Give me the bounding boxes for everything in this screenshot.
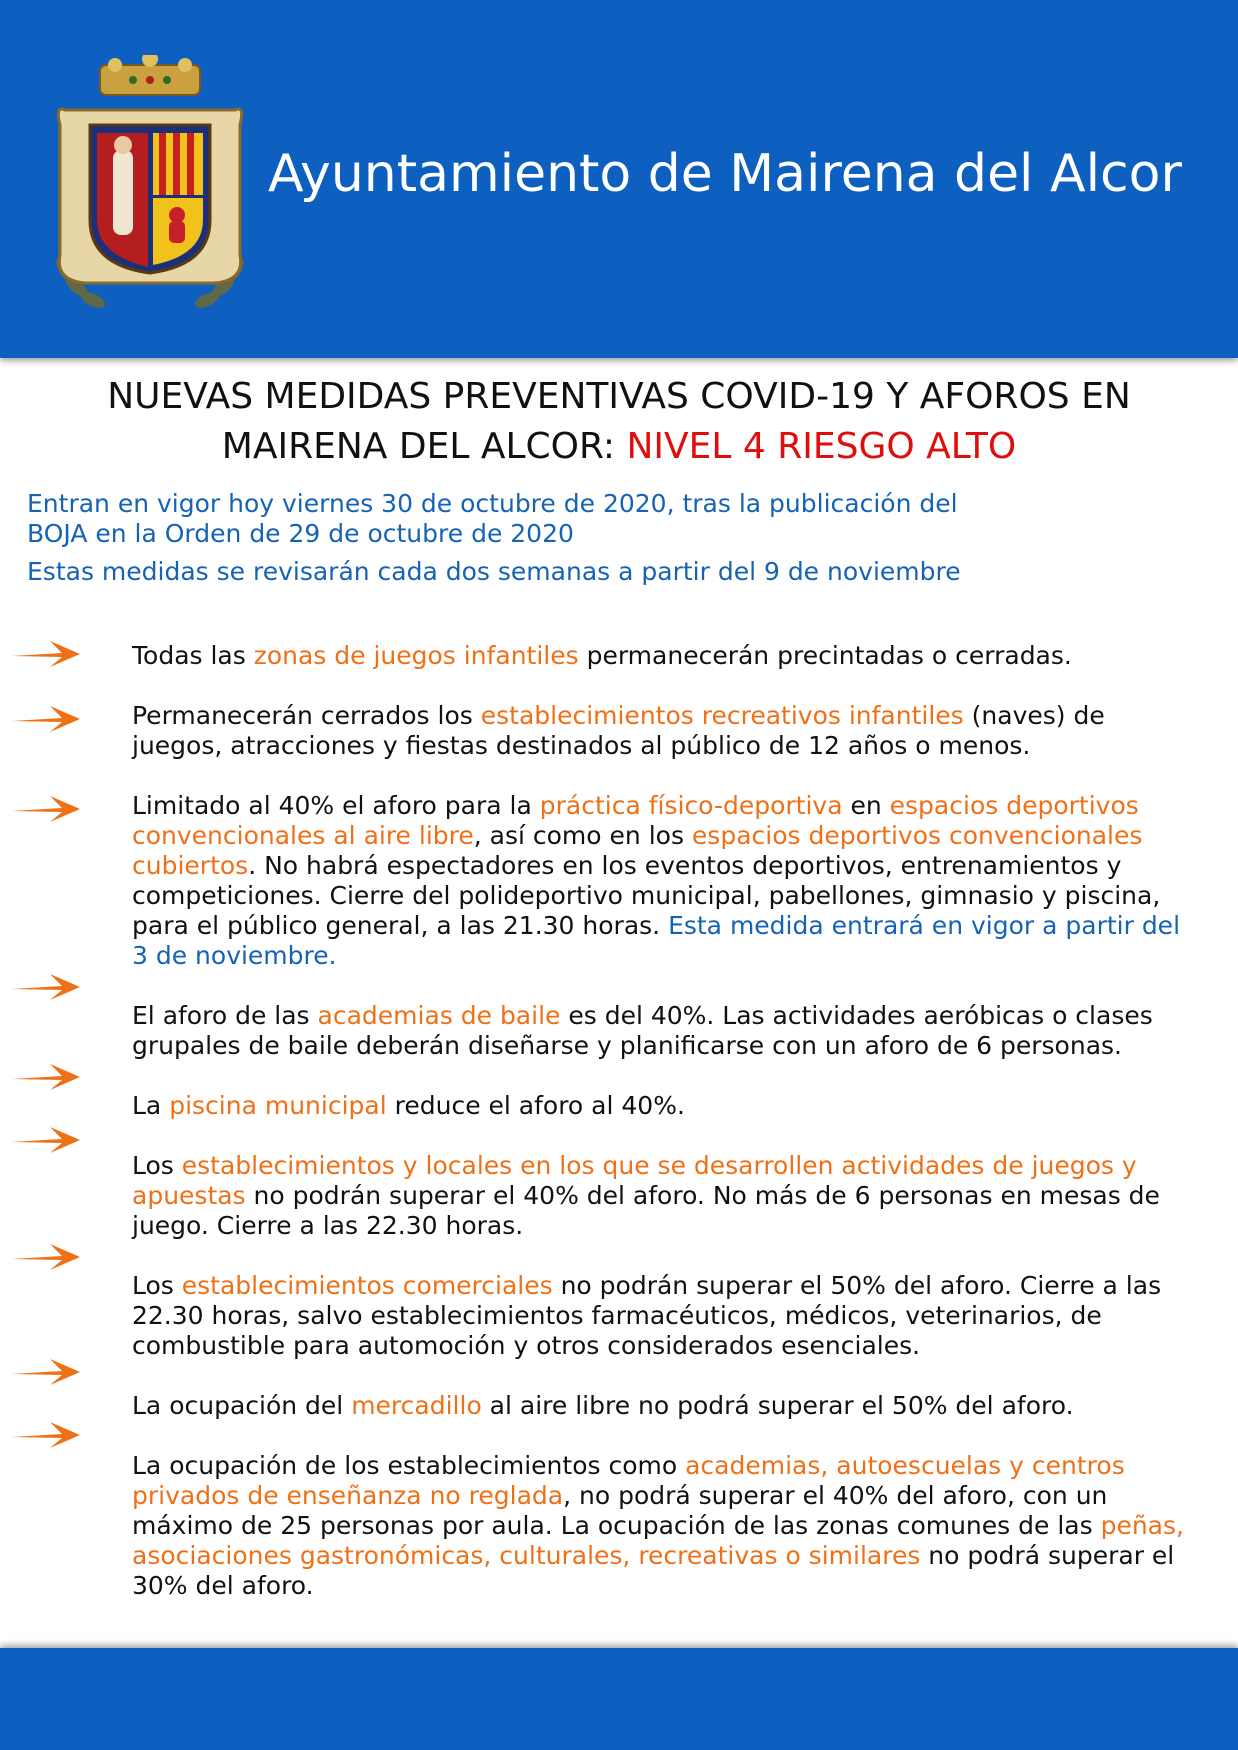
intro-line-1: Entran en vigor hoy viernes 30 de octubre de 2020, tras la publicación del — [27, 489, 958, 518]
measure-text: La ocupación de los establecimientos como — [132, 1451, 686, 1480]
risk-level-label: NIVEL 4 RIESGO ALTO — [626, 426, 1017, 467]
intro-line-3: Estas medidas se revisarán cada dos semanas a partir del 9 de noviembre — [27, 557, 961, 586]
measure-item — [132, 641, 1192, 671]
highlighted-text: práctica físico-deportiva — [539, 791, 843, 820]
intro-line-2: BOJA en la Orden de 29 de octubre de 2020 — [27, 519, 574, 548]
measure-item — [132, 1091, 1192, 1121]
highlighted-text: establecimientos y locales en los que se desarrollen actividades de juegos y apuestas — [132, 1151, 1137, 1210]
highlighted-text: establecimientos comerciales — [181, 1271, 553, 1300]
orange-arrow-icon — [10, 792, 82, 826]
measure-text: en — [842, 791, 890, 820]
orange-arrow-icon — [10, 1418, 82, 1452]
note-text: Esta medida entrará en vigor a partir del 3 de noviembre. — [132, 911, 1181, 970]
measure-item — [132, 1271, 1192, 1361]
highlighted-text: mercadillo — [351, 1391, 482, 1420]
measure-text: La ocupación del — [132, 1391, 352, 1420]
measure-item — [132, 791, 1192, 971]
measure-text: . No habrá espectadores en los eventos deportivos, entrenamientos y competiciones. Cierre del polideportivo municipal, pabellones, gimnasio y piscina, para el público general, a las 21.30 horas. — [132, 851, 1161, 940]
measure-text: El aforo de las — [132, 1001, 318, 1030]
orange-arrow-icon — [10, 1060, 82, 1094]
orange-arrow-icon — [10, 702, 82, 736]
orange-arrow-icon — [10, 1240, 82, 1274]
measure-text: , así como en los — [473, 821, 692, 850]
orange-arrow-icon — [10, 1355, 82, 1389]
page-title — [40, 372, 1198, 472]
measure-text: reduce el aforo al 40%. — [386, 1091, 685, 1120]
measure-item — [132, 701, 1192, 761]
measure-item — [132, 1151, 1192, 1241]
orange-arrow-icon — [10, 1123, 82, 1157]
measure-text: es del 40%. Las actividades aeróbicas o clases grupales de baile deberán diseñarse y planificarse con un aforo de 6 personas. — [132, 1001, 1153, 1060]
measure-text: Permanecerán cerrados los — [132, 701, 481, 730]
measure-text: permanecerán precintadas o cerradas. — [578, 641, 1072, 670]
highlighted-text: piscina municipal — [169, 1091, 387, 1120]
measure-text: no podrán superar el 50% del aforo. Cierre a las 22.30 horas, salvo establecimientos farmacéuticos, médicos, veterinarios, de combustible para automoción y otros considerados esenciales. — [132, 1271, 1162, 1360]
measure-text: La — [132, 1091, 170, 1120]
measure-text: no podrá superar el 30% del aforo. — [132, 1541, 1175, 1600]
highlighted-text: establecimientos recreativos infantiles — [480, 701, 964, 730]
highlighted-text: peñas, asociaciones gastronómicas, culturales, recreativas o similares — [132, 1511, 1184, 1570]
measure-text: Los — [132, 1151, 182, 1180]
header-banner — [0, 0, 1238, 358]
measure-text: Los — [132, 1271, 182, 1300]
highlighted-text: zonas de juegos infantiles — [253, 641, 579, 670]
measure-text: (naves) de juegos, atracciones y fiestas destinados al público de 12 años o menos. — [132, 701, 1105, 760]
header-title: Ayuntamiento de Mairena del Alcor — [268, 144, 1182, 204]
title-line-2 — [40, 422, 1198, 472]
footer-banner — [0, 1648, 1238, 1750]
measure-item — [132, 1001, 1192, 1061]
measure-text: Limitado al 40% el aforo para la — [132, 791, 540, 820]
measure-text: , no podrá superar el 40% del aforo, con un máximo de 25 personas por aula. La ocupación de las zonas comunes de las — [132, 1481, 1108, 1540]
measure-text: no podrán superar el 40% del aforo. No más de 6 personas en mesas de juego. Cierre a las 22.30 horas. — [132, 1181, 1160, 1240]
orange-arrow-icon — [10, 637, 82, 671]
title-line-1: NUEVAS MEDIDAS PREVENTIVAS COVID-19 Y AFOROS EN — [107, 376, 1131, 417]
measure-item — [132, 1391, 1192, 1421]
highlighted-text: espacios deportivos convencionales cubiertos — [132, 821, 1143, 880]
coat-of-arms-icon — [45, 55, 255, 315]
highlighted-text: espacios deportivos convencionales al aire libre — [132, 791, 1139, 850]
measure-item — [132, 1451, 1192, 1601]
highlighted-text: academias, autoescuelas y centros privados de enseñanza no reglada — [132, 1451, 1125, 1510]
title-line-2-prefix: MAIRENA DEL ALCOR: — [221, 426, 627, 467]
measure-text: al aire libre no podrá superar el 50% del aforo. — [481, 1391, 1074, 1420]
orange-arrow-icon — [10, 970, 82, 1004]
measure-text: Todas las — [132, 641, 254, 670]
highlighted-text: academias de baile — [317, 1001, 561, 1030]
